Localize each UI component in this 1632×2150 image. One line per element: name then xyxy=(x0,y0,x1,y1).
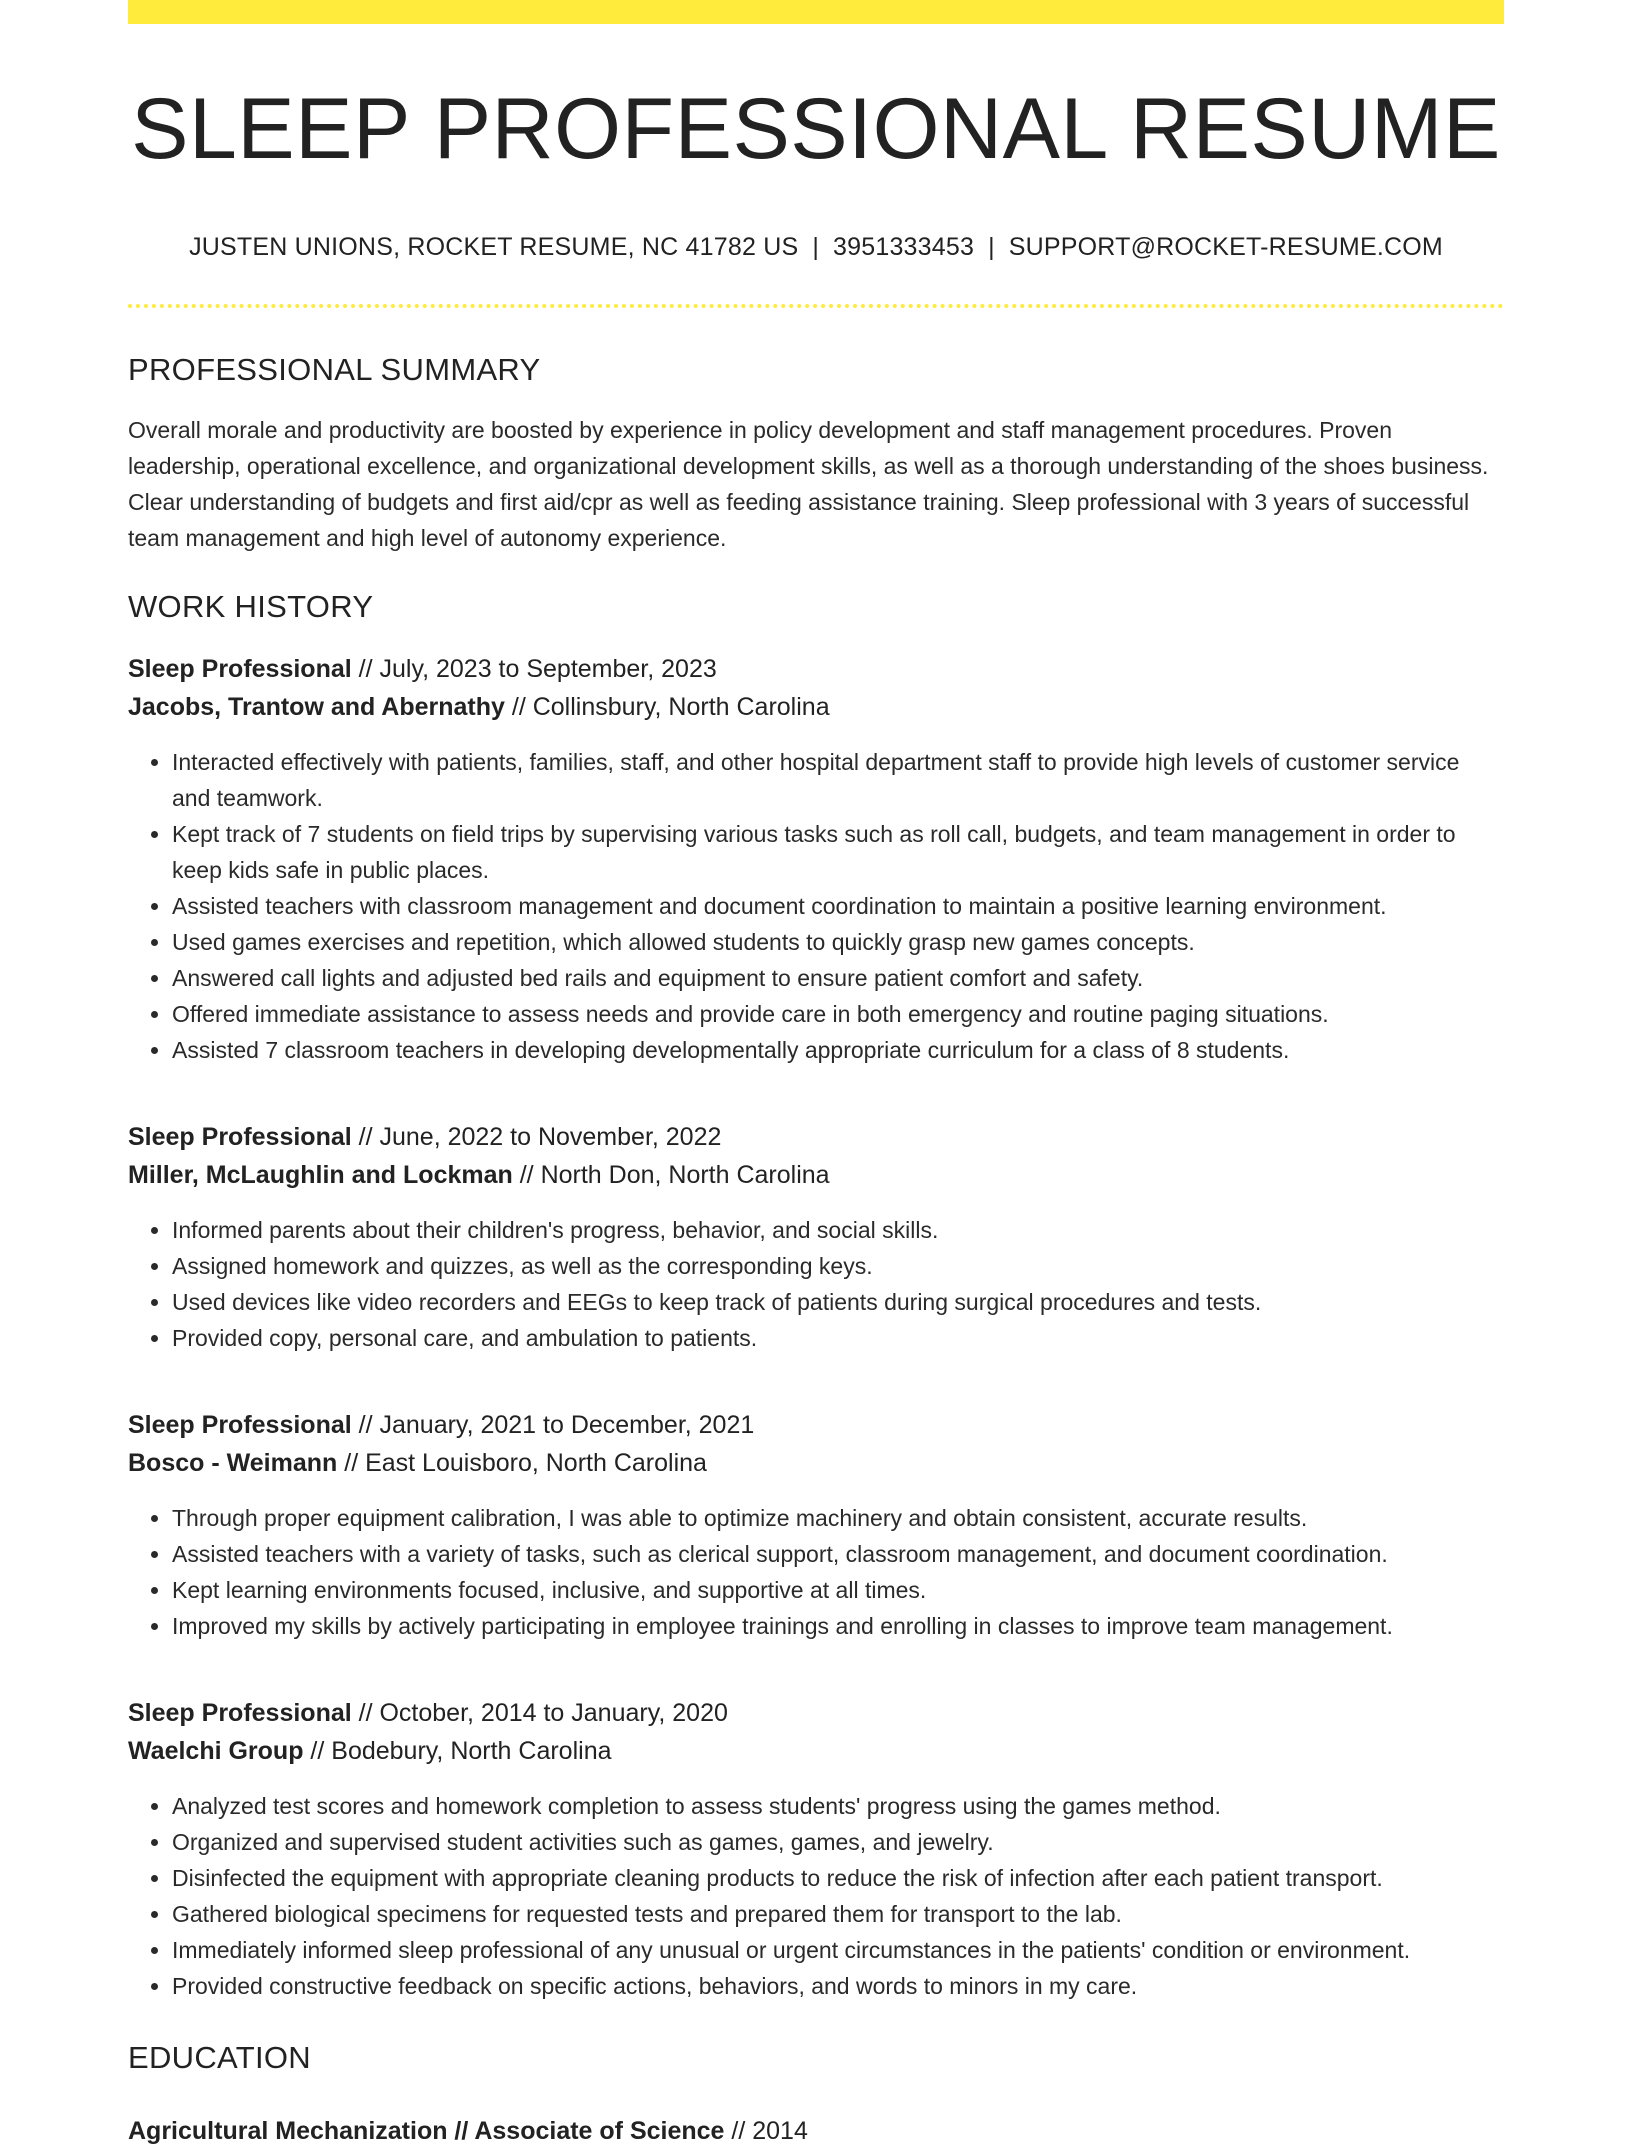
job-company: Miller, McLaughlin and Lockman xyxy=(128,1160,513,1189)
education-degree: Associate of Science xyxy=(474,2116,725,2145)
job-title: Sleep Professional xyxy=(128,654,352,683)
resume-page xyxy=(128,0,1504,2150)
job-title-line xyxy=(128,1694,1504,1732)
job-bullet: • Analyzed test scores and homework completion to assess students' progress using the games method. xyxy=(172,1788,1504,1824)
job-company-line xyxy=(128,1156,1504,1194)
job-bullet: • Kept learning environments focused, inclusive, and supportive at all times. xyxy=(172,1572,1504,1608)
job-title-line xyxy=(128,1118,1504,1156)
job-bullet: • Used devices like video recorders and EEGs to keep track of patients during surgical procedures and tests. xyxy=(172,1284,1504,1320)
education-section xyxy=(128,2040,1504,2150)
job-bullet: • Gathered biological specimens for requested tests and prepared them for transport to the lab. xyxy=(172,1896,1504,1932)
job-entry xyxy=(128,1118,1504,1356)
summary-section xyxy=(128,352,1504,556)
job-bullet: • Informed parents about their children's progress, behavior, and social skills. xyxy=(172,1212,1504,1248)
page-title: SLEEP PROFESSIONAL RESUME xyxy=(131,81,1501,177)
job-bullet: • Assisted 7 classroom teachers in developing developmentally appropriate curriculum for a class of 8 students. xyxy=(172,1032,1504,1068)
job-bullet: • Disinfected the equipment with appropriate cleaning products to reduce the risk of infection after each patient transport. xyxy=(172,1860,1504,1896)
job-entry xyxy=(128,1406,1504,1644)
job-bullet: • Improved my skills by actively participating in employee trainings and enrolling in classes to improve team management. xyxy=(172,1608,1504,1644)
dotted-divider xyxy=(128,304,1504,308)
job-bullet: • Kept track of 7 students on field trips by supervising various tasks such as roll call, budgets, and team management in order to keep kids safe in public places. xyxy=(172,816,1504,888)
contact-line xyxy=(128,233,1504,262)
job-company-line xyxy=(128,688,1504,726)
contact-separator: | xyxy=(988,232,995,261)
contact-separator: | xyxy=(812,232,820,261)
job-bullets xyxy=(128,744,1504,1068)
job-bullet: • Through proper equipment calibration, I was able to optimize machinery and obtain consistent, accurate results. xyxy=(172,1500,1504,1536)
contact-email: SUPPORT@ROCKET-RESUME.COM xyxy=(1008,232,1443,261)
job-location: // North Don, North Carolina xyxy=(512,1160,830,1189)
job-location: // East Louisboro, North Carolina xyxy=(337,1448,707,1477)
work-history-heading: WORK HISTORY xyxy=(128,588,374,624)
job-dates: // October, 2014 to January, 2020 xyxy=(351,1698,728,1727)
job-company-line xyxy=(128,1732,1504,1770)
job-bullet: • Provided copy, personal care, and ambulation to patients. xyxy=(172,1320,1504,1356)
education-separator: // xyxy=(447,2116,475,2145)
job-dates: // July, 2023 to September, 2023 xyxy=(351,654,717,683)
job-company: Bosco - Weimann xyxy=(128,1448,338,1477)
job-bullet: • Used games exercises and repetition, which allowed students to quickly grasp new games concepts. xyxy=(172,924,1504,960)
summary-text: Overall morale and productivity are boosted by experience in policy development and staff management procedures. Proven leadership, operational excellence, and organizational development skills, as well as a thorough understanding of the shoes business. Clear understanding of budgets and first aid/cpr as well as feeding assistance training. Sleep professional with 3 years of successful team management and high level of autonomy experience. xyxy=(128,416,1489,551)
job-bullet: • Assisted teachers with a variety of tasks, such as clerical support, classroom management, and document coordination. xyxy=(172,1536,1504,1572)
job-title: Sleep Professional xyxy=(128,1698,352,1727)
job-title-line xyxy=(128,650,1504,688)
contact-address: JUSTEN UNIONS, ROCKET RESUME, NC 41782 US xyxy=(189,232,799,261)
job-entry xyxy=(128,1694,1504,2004)
job-title-line xyxy=(128,1406,1504,1444)
job-bullet: • Provided constructive feedback on specific actions, behaviors, and words to minors in my care. xyxy=(172,1968,1504,2004)
job-bullet: • Interacted effectively with patients, families, staff, and other hospital department staff to provide high levels of customer service and teamwork. xyxy=(172,744,1504,816)
summary-heading: PROFESSIONAL SUMMARY xyxy=(128,351,541,387)
job-bullets xyxy=(128,1212,1504,1356)
job-bullet: • Answered call lights and adjusted bed rails and equipment to ensure patient comfort and safety. xyxy=(172,960,1504,996)
job-bullets xyxy=(128,1788,1504,2004)
education-field: Agricultural Mechanization xyxy=(128,2116,448,2145)
job-company: Waelchi Group xyxy=(128,1736,304,1765)
job-company: Jacobs, Trantow and Abernathy xyxy=(128,692,505,721)
work-history-section xyxy=(128,589,1504,2004)
job-location: // Collinsbury, North Carolina xyxy=(504,692,830,721)
education-year: // 2014 xyxy=(724,2116,808,2145)
accent-top-bar xyxy=(128,0,1504,24)
job-title: Sleep Professional xyxy=(128,1122,352,1151)
job-dates: // January, 2021 to December, 2021 xyxy=(351,1410,755,1439)
job-title: Sleep Professional xyxy=(128,1410,352,1439)
job-company-line xyxy=(128,1444,1504,1482)
job-bullet: • Assigned homework and quizzes, as well as the corresponding keys. xyxy=(172,1248,1504,1284)
job-entry xyxy=(128,650,1504,1068)
job-location: // Bodebury, North Carolina xyxy=(303,1736,612,1765)
job-bullet: • Organized and supervised student activities such as games, games, and jewelry. xyxy=(172,1824,1504,1860)
education-entry xyxy=(128,2112,1504,2150)
job-bullet: • Assisted teachers with classroom management and document coordination to maintain a positive learning environment. xyxy=(172,888,1504,924)
job-bullets xyxy=(128,1500,1504,1644)
education-heading: EDUCATION xyxy=(128,2039,311,2075)
job-bullet: • Immediately informed sleep professional of any unusual or urgent circumstances in the patients' condition or environment. xyxy=(172,1932,1504,1968)
job-dates: // June, 2022 to November, 2022 xyxy=(351,1122,722,1151)
contact-phone: 3951333453 xyxy=(833,232,975,261)
job-bullet: • Offered immediate assistance to assess needs and provide care in both emergency and routine paging situations. xyxy=(172,996,1504,1032)
